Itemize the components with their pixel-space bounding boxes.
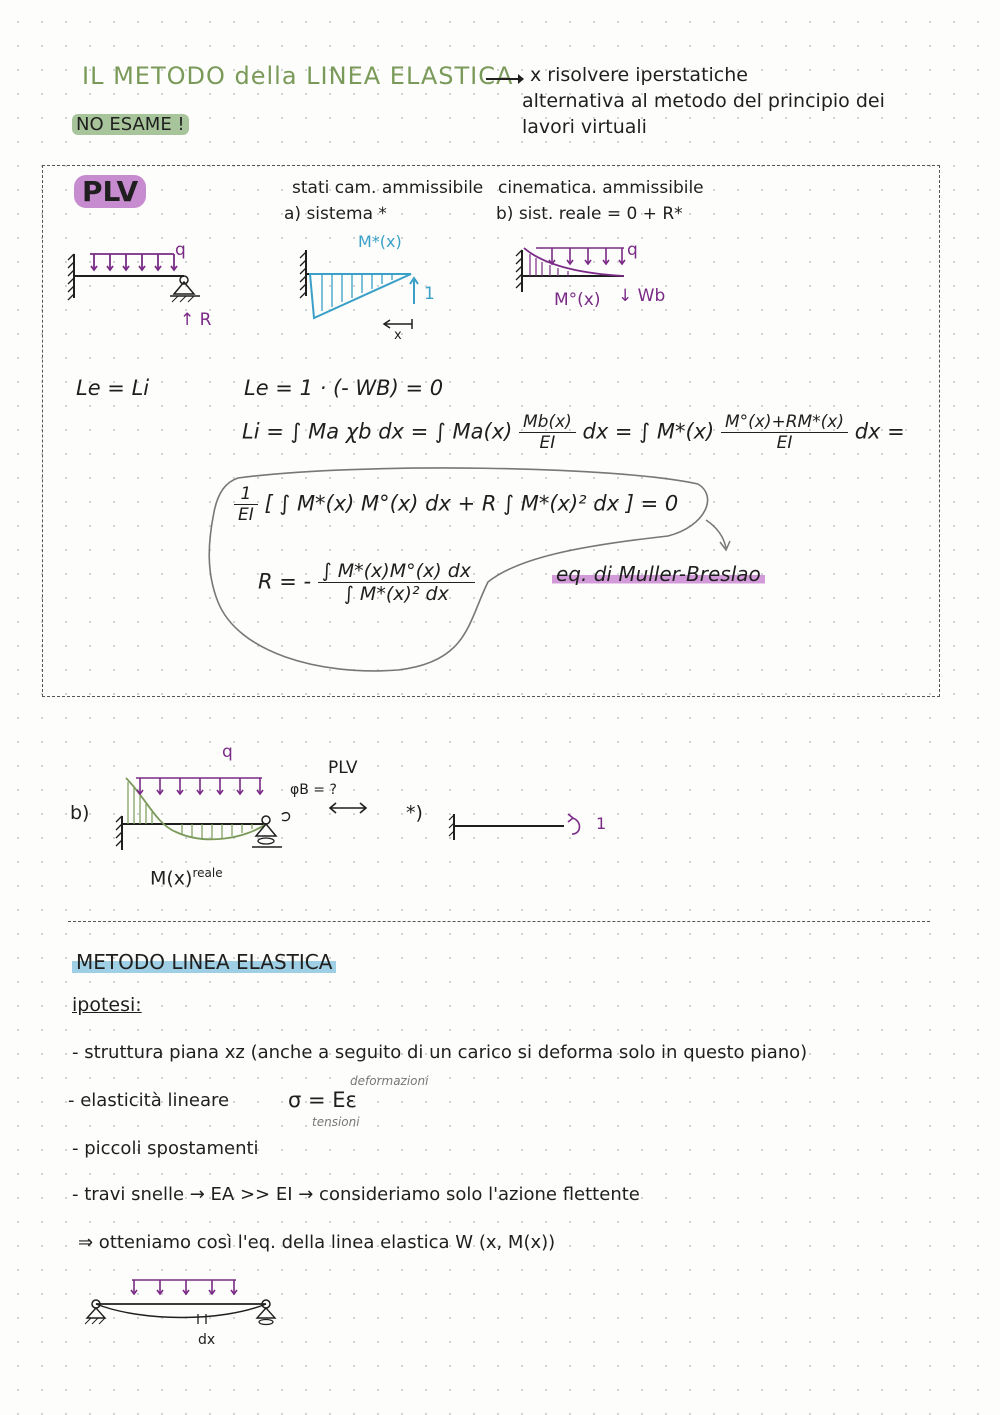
beam-diagram-star-moment — [446, 808, 586, 848]
section-divider — [68, 921, 930, 922]
beam-diagram-deflection — [82, 1270, 292, 1350]
kinematic-title: cinematica. ammissibile — [498, 178, 704, 198]
redundant-equation: R = - $\frac{\int M*(x)M^\circ(x) dx}{\text{∫ M*(x)² dx}}$ — [258, 560, 475, 605]
metodo-title: METODO LINEA ELASTICA — [72, 950, 336, 974]
m-reale-label: $M(x)^{reale}$ — [150, 866, 223, 890]
phi-b-label: φB = ? — [290, 782, 337, 798]
load-q-label-1: q — [175, 240, 186, 260]
reaction-r-label: ↑ R — [180, 310, 212, 330]
hypothesis-1: - struttura piana xz (anche a seguito di un carico si deforma solo in questo piano) — [72, 1042, 808, 1063]
unit-moment-label: 1 — [596, 814, 607, 833]
unit-force-label: 1 — [424, 284, 435, 304]
conclusion-line: ⇒ otteniamo così l'eq. della linea elastica W (x, M(x)) — [78, 1232, 556, 1253]
star-system-label: *) — [406, 802, 423, 824]
ipotesi-heading: ipotesi: — [72, 994, 142, 1016]
plv-small-label: PLV — [328, 758, 358, 778]
le-li-equation: Le = Li — [76, 376, 150, 400]
header-note-line2: alternativa al metodo del principio dei — [522, 90, 885, 112]
arrow-right-icon — [484, 72, 524, 86]
hypothesis-3: - piccoli spostamenti — [72, 1138, 259, 1159]
static-title: stati cam. ammissibile — [292, 178, 484, 198]
load-q-label-2: q — [627, 240, 638, 260]
mstar-label: M*(x) — [358, 232, 402, 251]
le-equation: Le = 1 · (- WB) = 0 — [244, 376, 444, 400]
wb-label: ↓ Wb — [618, 286, 666, 306]
hooke-equation: σ = Eε — [288, 1088, 357, 1112]
kinematic-subtitle: b) sist. reale = 0 + R* — [496, 204, 683, 224]
page-title: IL METODO della LINEA ELASTICA — [82, 62, 514, 90]
hypothesis-4: - travi snelle → EA >> EI → consideriamo solo l'azione flettente — [72, 1184, 640, 1205]
note-deformazioni: deformazioni — [350, 1074, 429, 1088]
load-q-label-3: q — [222, 742, 233, 762]
muller-breslau-label: eq. di Muller-Breslao — [552, 562, 765, 586]
note-tensioni: tensioni — [312, 1115, 360, 1129]
header-note-line3: lavori virtuali — [522, 116, 647, 138]
x-axis-label: x — [394, 328, 402, 343]
hypothesis-2: - elasticità lineare — [68, 1090, 230, 1111]
m0-label: M°(x) — [554, 290, 601, 310]
beam-diagram-real-moment — [106, 768, 306, 858]
double-arrow-icon — [326, 800, 370, 816]
dx-label: dx — [198, 1332, 216, 1348]
plv-badge: PLV — [74, 175, 146, 208]
li-equation: Li = ∫ Ma χb dx = ∫ Ma(x) $\frac{Mb(x)}{EI}$ dx = ∫ M*(x) $\frac{M^\circ(x)+RM*(x)}{EI}$ dx = — [242, 412, 905, 453]
virtual-work-equation: $\frac{1}{EI}$ [ ∫ M*(x) M°(x) dx + R ∫ M*(x)² dx ] = 0 — [234, 484, 678, 525]
header-note-line1: x risolvere iperstatiche — [530, 64, 748, 86]
static-subtitle: a) sistema * — [284, 204, 387, 224]
no-exam-note: NO ESAME ! — [72, 114, 189, 135]
section-b-label: b) — [70, 802, 90, 824]
